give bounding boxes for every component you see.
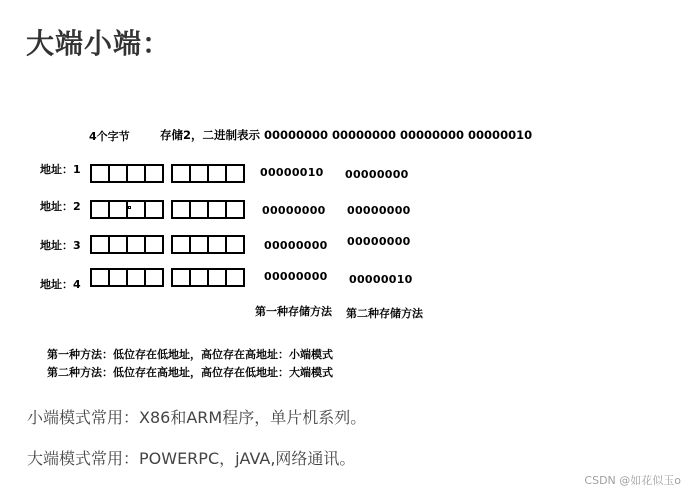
byte-box-2a (90, 200, 164, 219)
method1-column-label: 第一种存储方法 (255, 305, 332, 318)
bytes-header: 4个字节 (89, 130, 130, 143)
byte-box-4b (171, 268, 245, 287)
row4-method1-value: 00000000 (264, 270, 328, 283)
address-label-3: 地址：3 (40, 239, 81, 252)
big-endian-note: 大端模式常用：POWERPC，jAVA,网络通讯。 (27, 449, 356, 468)
byte-box-3b (171, 235, 245, 254)
byte-box-1a (90, 164, 164, 183)
byte-box-1b (171, 164, 245, 183)
address-label-4: 地址：4 (40, 278, 81, 291)
row4-method2-value: 00000010 (349, 273, 413, 286)
row1-method2-value: 00000000 (345, 168, 409, 181)
storage-header: 存储2，二进制表示 00000000 00000000 00000000 00000010 (160, 128, 533, 142)
row2-method1-value: 00000000 (262, 204, 326, 217)
cursor-dot (128, 206, 131, 209)
legend-method2: 第二种方法：低位存在高地址，高位存在低地址：大端模式 (47, 366, 333, 379)
byte-box-3a (90, 235, 164, 254)
method2-column-label: 第二种存储方法 (346, 307, 423, 320)
address-label-1: 地址：1 (40, 163, 81, 176)
watermark: CSDN @如花似玉o (584, 474, 681, 487)
row3-method2-value: 00000000 (347, 235, 411, 248)
little-endian-note: 小端模式常用：X86和ARM程序，单片机系列。 (27, 408, 367, 427)
row1-method1-value: 00000010 (260, 166, 324, 179)
byte-box-2b (171, 200, 245, 219)
address-label-2: 地址：2 (40, 200, 81, 213)
row3-method1-value: 00000000 (264, 239, 328, 252)
byte-box-4a (90, 268, 164, 287)
row2-method2-value: 00000000 (347, 204, 411, 217)
legend-method1: 第一种方法：低位存在低地址，高位存在高地址：小端模式 (47, 348, 333, 361)
page-title: 大端小端： (26, 27, 172, 60)
